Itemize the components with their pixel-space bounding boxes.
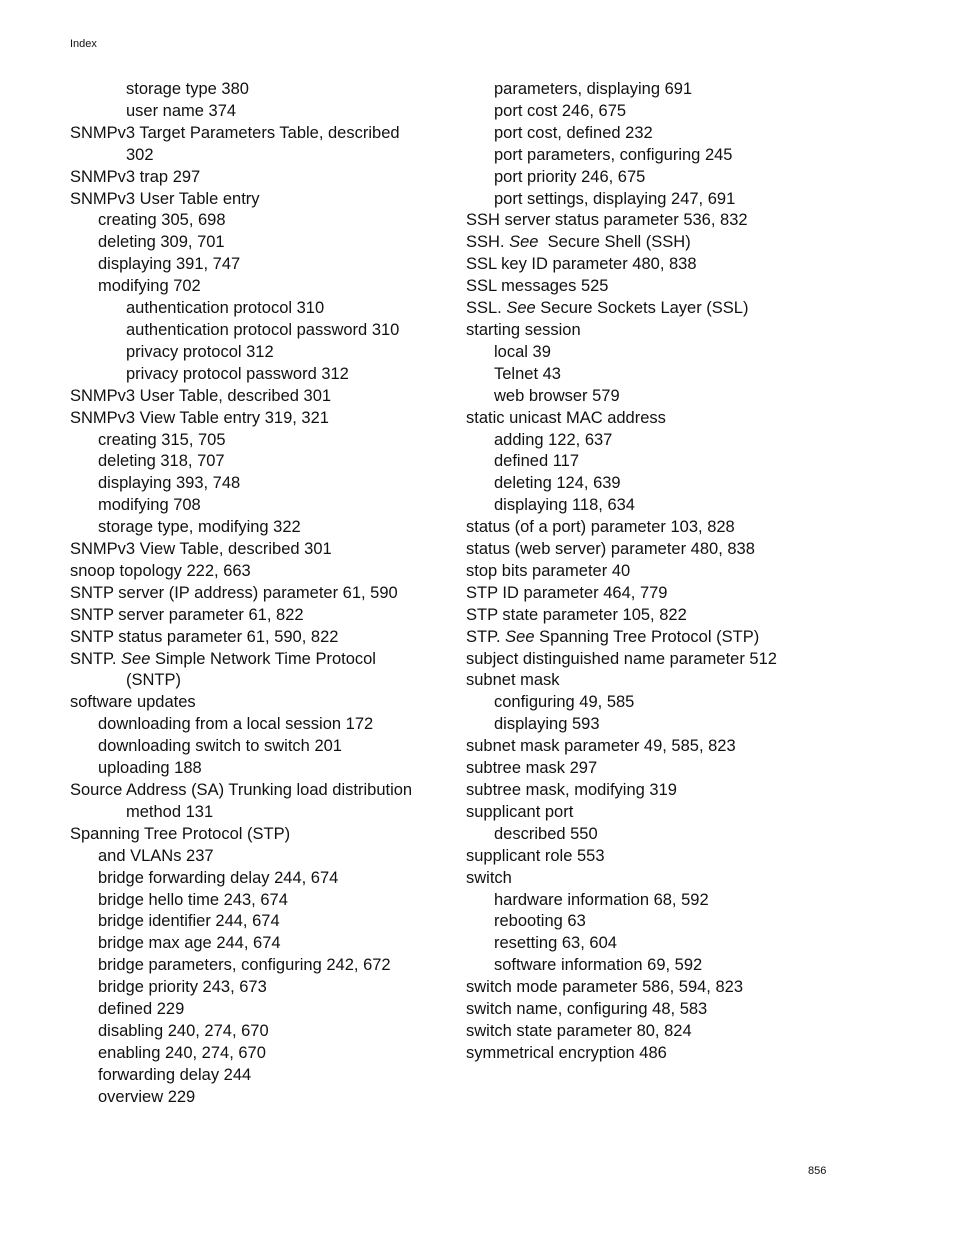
index-entry-term: SNTP. <box>70 649 122 668</box>
index-entry: software information 69, 592 <box>494 956 703 975</box>
see-target: Secure Sockets Layer (SSL) <box>535 299 749 318</box>
index-entry: enabling 240, 274, 670 <box>98 1043 266 1062</box>
index-entry: subtree mask 297 <box>466 759 598 778</box>
index-entry: modifying 702 <box>98 277 201 296</box>
index-entry: rebooting 63 <box>494 912 586 931</box>
index-entry: bridge hello time 243, 674 <box>98 890 288 909</box>
see-reference: See <box>121 649 151 668</box>
index-entry: SNMPv3 trap 297 <box>70 167 201 186</box>
index-entry: Spanning Tree Protocol (STP) <box>70 824 291 843</box>
see-reference: See <box>505 627 535 646</box>
index-entry: defined 229 <box>98 1000 185 1019</box>
index-entry: bridge priority 243, 673 <box>98 978 267 997</box>
see-reference: See <box>506 299 536 318</box>
index-entry: deleting 309, 701 <box>98 233 225 252</box>
index-entry: modifying 708 <box>98 496 201 515</box>
index-entry: stop bits parameter 40 <box>466 561 631 580</box>
index-entry: bridge forwarding delay 244, 674 <box>98 868 339 887</box>
index-entry: SNTP server (IP address) parameter 61, 590 <box>70 583 398 602</box>
index-entry: displaying 593 <box>494 715 600 734</box>
index-entry: SNMPv3 User Table entry <box>70 189 260 208</box>
index-entry: STP ID parameter 464, 779 <box>466 583 668 602</box>
index-entry: port cost 246, 675 <box>494 101 627 120</box>
index-entry: SSL key ID parameter 480, 838 <box>466 255 697 274</box>
index-entry: SNMPv3 Target Parameters Table, described <box>70 123 400 142</box>
index-entry: SNMPv3 User Table, described 301 <box>70 386 332 405</box>
index-entry-term: STP. <box>466 627 506 646</box>
index-entry: port cost, defined 232 <box>494 123 653 142</box>
index-entry: displaying 391, 747 <box>98 255 241 274</box>
index-entry: user name 374 <box>126 101 237 120</box>
see-target: Simple Network Time Protocol <box>150 649 376 668</box>
index-entry: displaying 118, 634 <box>494 496 635 515</box>
index-entry: local 39 <box>494 342 551 361</box>
index-entry: creating 315, 705 <box>98 430 226 449</box>
index-entry: switch state parameter 80, 824 <box>466 1021 692 1040</box>
index-entry: overview 229 <box>98 1087 196 1106</box>
index-entry: hardware information 68, 592 <box>494 890 709 909</box>
index-entry: privacy protocol password 312 <box>126 364 349 383</box>
running-header: Index <box>70 38 97 50</box>
index-entry: supplicant role 553 <box>466 846 605 865</box>
index-entry: defined 117 <box>494 452 580 471</box>
index-entry: displaying 393, 748 <box>98 474 241 493</box>
index-entry: subtree mask, modifying 319 <box>466 781 677 799</box>
index-entry: downloading from a local session 172 <box>98 715 374 734</box>
index-entry <box>70 649 442 671</box>
see-target: Secure Shell (SSH) <box>538 233 691 252</box>
index-entry <box>466 232 838 254</box>
index-column-left <box>70 79 442 1109</box>
index-entry: status (of a port) parameter 103, 828 <box>466 518 735 537</box>
index-entry-continuation: method 131 <box>126 802 214 821</box>
index-entry: subnet mask <box>466 671 560 690</box>
index-entry: described 550 <box>494 824 598 843</box>
index-entry <box>466 627 838 649</box>
see-reference: See <box>509 233 539 252</box>
index-entry: supplicant port <box>466 802 574 821</box>
index-entry: storage type 380 <box>126 80 249 98</box>
index-entry: bridge parameters, configuring 242, 672 <box>98 956 391 975</box>
index-entry: creating 305, 698 <box>98 211 226 230</box>
index-entry: switch mode parameter 586, 594, 823 <box>466 978 743 997</box>
index-entry: SNTP server parameter 61, 822 <box>70 605 304 624</box>
index-entry: web browser 579 <box>494 386 620 405</box>
index-entry <box>466 298 838 320</box>
index-entry: SNMPv3 View Table entry 319, 321 <box>70 408 329 427</box>
index-entry: symmetrical encryption 486 <box>466 1043 667 1062</box>
page-number: 856 <box>808 1165 827 1177</box>
index-entry: deleting 318, 707 <box>98 452 225 471</box>
index-column-right <box>466 79 838 1065</box>
index-entry: software updates <box>70 693 196 712</box>
index-entry: Telnet 43 <box>494 364 561 383</box>
index-entry: and VLANs 237 <box>98 846 214 865</box>
index-entry-continuation: (SNTP) <box>126 671 181 690</box>
see-target: Spanning Tree Protocol (STP) <box>534 627 760 646</box>
index-entry: uploading 188 <box>98 759 202 778</box>
index-entry: subnet mask parameter 49, 585, 823 <box>466 737 736 756</box>
index-entry: STP state parameter 105, 822 <box>466 605 687 624</box>
index-entry: privacy protocol 312 <box>126 342 274 361</box>
index-entry-term: SSH. <box>466 233 510 252</box>
index-entry: static unicast MAC address <box>466 408 666 427</box>
index-entry: subject distinguished name parameter 512 <box>466 649 777 668</box>
index-entry: port parameters, configuring 245 <box>494 145 733 164</box>
index-entry: SNTP status parameter 61, 590, 822 <box>70 627 339 646</box>
index-entry: configuring 49, 585 <box>494 693 635 712</box>
index-entry: starting session <box>466 320 581 339</box>
index-entry: Source Address (SA) Trunking load distribution <box>70 781 413 799</box>
index-entry: port settings, displaying 247, 691 <box>494 189 736 208</box>
index-entry: authentication protocol 310 <box>126 299 325 318</box>
index-entry: switch name, configuring 48, 583 <box>466 1000 708 1019</box>
index-entry: SSL messages 525 <box>466 277 609 296</box>
index-entry-continuation: 302 <box>126 145 154 164</box>
index-entry: forwarding delay 244 <box>98 1065 252 1084</box>
index-entry: snoop topology 222, 663 <box>70 561 251 580</box>
index-entry: bridge identifier 244, 674 <box>98 912 280 931</box>
index-entry: storage type, modifying 322 <box>98 518 301 537</box>
index-entry: parameters, displaying 691 <box>494 80 693 98</box>
index-entry-term: SSL. <box>466 299 507 318</box>
index-entry: status (web server) parameter 480, 838 <box>466 540 755 559</box>
index-entry: deleting 124, 639 <box>494 474 621 493</box>
index-entry: port priority 246, 675 <box>494 167 646 186</box>
index-entry: SNMPv3 View Table, described 301 <box>70 540 332 559</box>
index-entry: downloading switch to switch 201 <box>98 737 342 756</box>
index-entry: resetting 63, 604 <box>494 934 617 953</box>
index-entry: disabling 240, 274, 670 <box>98 1021 269 1040</box>
index-entry: adding 122, 637 <box>494 430 613 449</box>
index-entry: SSH server status parameter 536, 832 <box>466 211 748 230</box>
index-entry: authentication protocol password 310 <box>126 320 400 339</box>
index-entry: switch <box>466 868 512 887</box>
index-entry: bridge max age 244, 674 <box>98 934 281 953</box>
